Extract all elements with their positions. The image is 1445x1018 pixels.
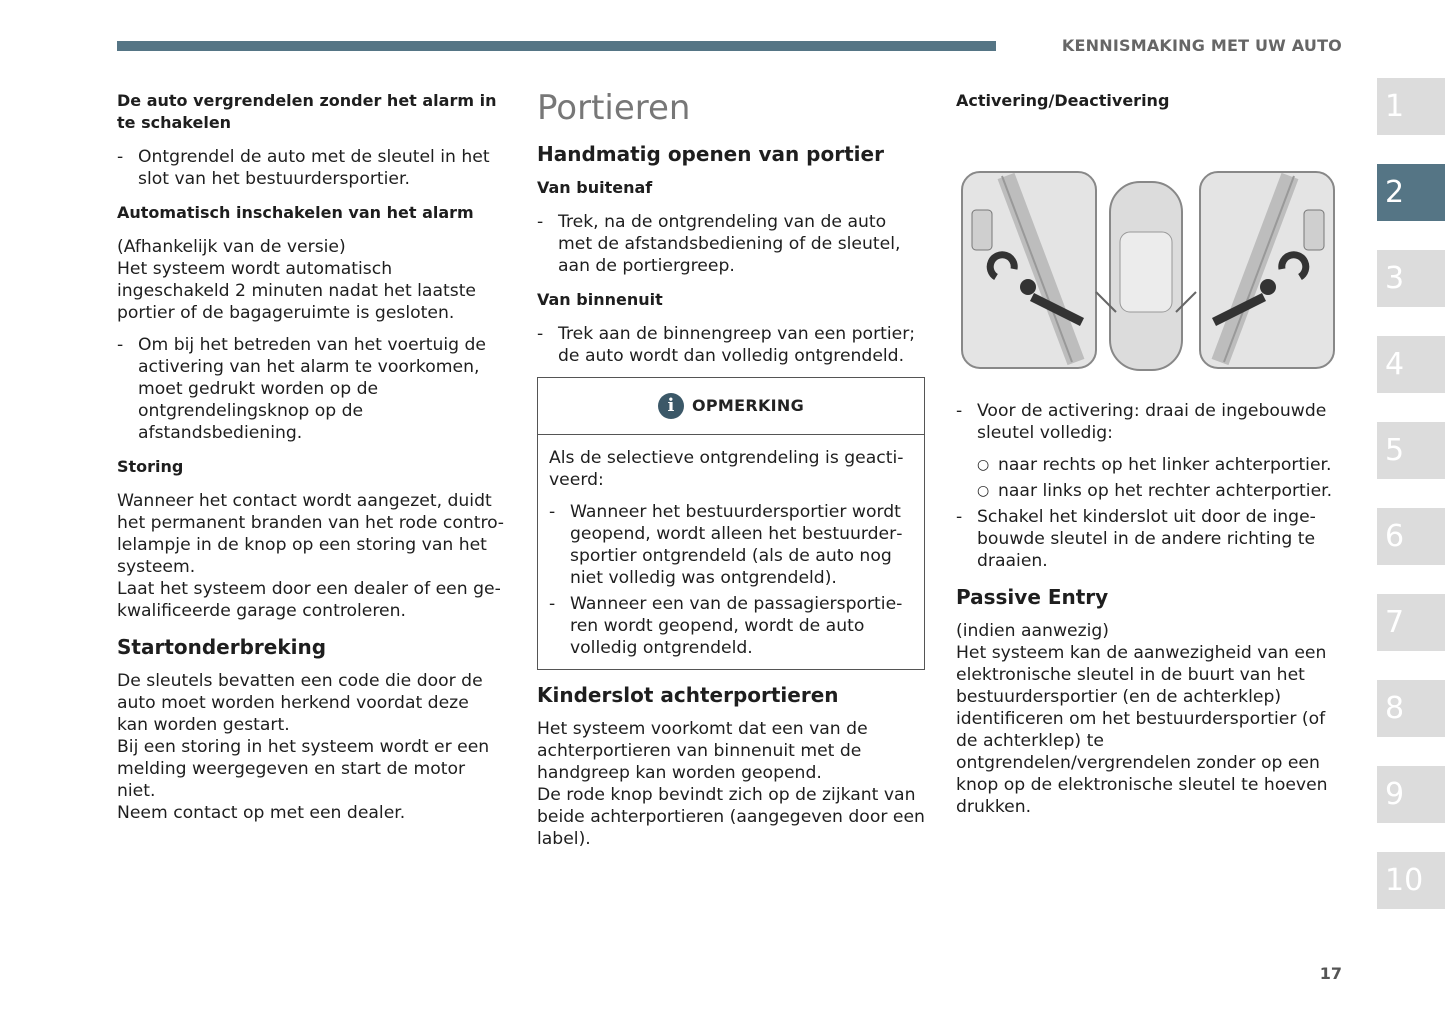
header-bar (117, 41, 996, 51)
tab-chapter-5[interactable]: 5 (1377, 422, 1445, 479)
list-item: - Ontgrendel de auto met de sleutel in het slot van het bestuurdersportier. (117, 146, 505, 190)
heading-startonderbreking: Startonderbreking (117, 635, 327, 659)
tab-chapter-7[interactable]: 7 (1377, 594, 1445, 651)
note-item: - Wanneer een van de passagiersportieren wordt geopend, wordt de auto volledig ontgrendeld. (549, 593, 913, 659)
page-number: 17 (1319, 964, 1342, 983)
info-icon: i (658, 393, 684, 419)
list-item: - Trek aan de binnengreep van een portier; de auto wordt dan volledig ontgrendeld. (537, 323, 925, 367)
sub-list-item: ○ naar links op het rechter achterportier. (956, 480, 1344, 502)
paragraph-auto-alarm: (Afhankelijk van de versie) Het systeem wordt automatisch ingeschakeld 2 minuten nadat het laatste portier of de bagageruimte is gesloten. (117, 237, 477, 323)
tab-chapter-4[interactable]: 4 (1377, 336, 1445, 393)
heading-child-lock: Kinderslot achterportieren (537, 683, 839, 707)
note-item: - Wanneer het bestuurdersportier wordt geopend, wordt alleen het bestuurdersportier ontgrendeld (als de auto nog niet volledig was ontgrendeld). (549, 501, 913, 589)
list-item: - Voor de activering: draai de ingebouwde sleutel volledig: (956, 400, 1344, 444)
paragraph-child-lock: Het systeem voorkomt dat een van de achterportieren van binnenuit met de handgreep kan worden geopend. De rode knop bevindt zich op de zijkant van beide achterportieren (aangegeven door een label). (537, 719, 925, 849)
list-item: - Om bij het betreden van het voertuig de activering van het alarm te voorkomen, moet gedrukt worden op de ontgrendelingsknop op de afstandsbediening. (117, 334, 505, 444)
heading-activation: Activering/Deactivering (956, 91, 1170, 110)
tab-chapter-2[interactable]: 2 (1377, 164, 1445, 221)
child-lock-illustration (956, 162, 1336, 372)
list-item: - Trek, na de ontgrendeling van de auto met de afstandsbediening of de sleutel, aan de portiergreep. (537, 211, 925, 277)
paragraph-start: De sleutels bevatten een code die door de auto moet worden herkend voordat deze kan worden gestart. Bij een storing in het systeem wordt er een melding weergegeven en start de motor niet. Neem contact op met een dealer. (117, 671, 490, 823)
tab-chapter-8[interactable]: 8 (1377, 680, 1445, 737)
heading-auto-alarm: Automatisch inschakelen van het alarm (117, 203, 474, 222)
column-2 (537, 88, 925, 850)
heading-manual-open: Handmatig openen van portier (537, 142, 884, 166)
heading-lock-no-alarm: De auto vergrendelen zonder het alarm in te schakelen (117, 91, 497, 132)
note-intro: Als de selectieve ontgrendeling is geactiveerd: (549, 448, 904, 490)
tab-chapter-1[interactable]: 1 (1377, 78, 1445, 135)
heading-outside: Van buitenaf (537, 178, 653, 197)
tab-chapter-3[interactable]: 3 (1377, 250, 1445, 307)
list-item: - Schakel het kinderslot uit door de ingebouwde sleutel in de andere richting te draaien. (956, 506, 1344, 572)
column-1 (117, 88, 505, 824)
note-body (538, 435, 924, 669)
heading-inside: Van binnenuit (537, 290, 663, 309)
note-label: OPMERKING (691, 396, 805, 415)
tab-chapter-6[interactable]: 6 (1377, 508, 1445, 565)
paragraph-passive-entry: (indien aanwezig) Het systeem kan de aanwezigheid van een elektronische sleutel in de buurt van het bestuurdersportier (en de achterklep) identificeren om het bestuurdersportier (of de achterklep) te ontgrendelen/vergrendelen zonder op een knop op de elektronische sleutel te hoeven drukken. (956, 621, 1328, 817)
note-header (538, 378, 924, 435)
chapter-title: KENNISMAKING MET UW AUTO (1061, 36, 1342, 55)
paragraph-storing: Wanneer het contact wordt aangezet, duidt het permanent branden van het rode controlelampje in de knop op een storing van het systeem. Laat het systeem door een dealer of een gekwalificeerde garage controleren. (117, 491, 504, 621)
page-title: Portieren (537, 88, 691, 128)
column-3 (956, 88, 1344, 818)
tab-chapter-9[interactable]: 9 (1377, 766, 1445, 823)
note-box (537, 377, 925, 670)
sub-list-item: ○ naar rechts op het linker achterportier. (956, 454, 1344, 476)
tab-chapter-10[interactable]: 10 (1377, 852, 1445, 909)
heading-passive-entry: Passive Entry (956, 585, 1109, 609)
heading-storing: Storing (117, 457, 184, 476)
